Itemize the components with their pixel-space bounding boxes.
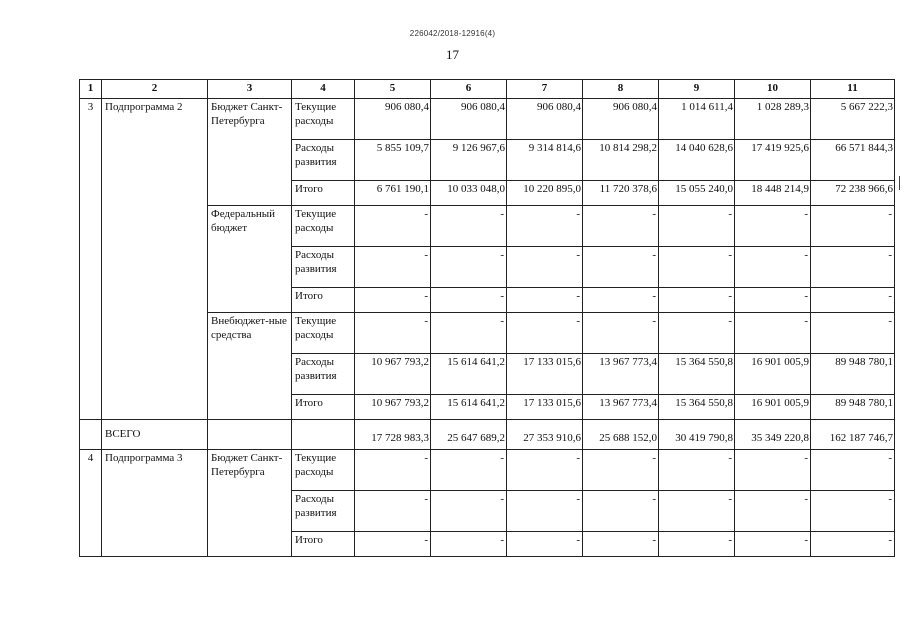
value-cell: - bbox=[355, 313, 431, 354]
value-cell: - bbox=[583, 532, 659, 557]
edge-mark bbox=[899, 176, 900, 190]
column-header: 3 bbox=[208, 80, 292, 99]
total-value: 25 688 152,0 bbox=[583, 420, 659, 450]
row-number: 3 bbox=[80, 99, 102, 420]
value-cell: 9 314 814,6 bbox=[507, 140, 583, 181]
value-cell: - bbox=[811, 313, 895, 354]
value-cell: 10 814 298,2 bbox=[583, 140, 659, 181]
value-cell: - bbox=[735, 532, 811, 557]
value-cell: 13 967 773,4 bbox=[583, 354, 659, 395]
value-cell: 5 855 109,7 bbox=[355, 140, 431, 181]
document-id: 226042/2018-12916(4) bbox=[409, 29, 496, 38]
total-value: 25 647 689,2 bbox=[431, 420, 507, 450]
value-cell: - bbox=[659, 450, 735, 491]
value-cell: 5 667 222,3 bbox=[811, 99, 895, 140]
value-cell: - bbox=[507, 450, 583, 491]
value-cell: - bbox=[659, 247, 735, 288]
expense-type: Расходы развития bbox=[292, 140, 355, 181]
column-header: 4 bbox=[292, 80, 355, 99]
value-cell: 906 080,4 bbox=[431, 99, 507, 140]
table-row bbox=[80, 450, 895, 491]
value-cell: - bbox=[811, 206, 895, 247]
value-cell: 10 967 793,2 bbox=[355, 354, 431, 395]
value-cell: - bbox=[507, 532, 583, 557]
value-cell: 10 033 048,0 bbox=[431, 181, 507, 206]
value-cell: 14 040 628,6 bbox=[659, 140, 735, 181]
value-cell: 89 948 780,1 bbox=[811, 354, 895, 395]
value-cell: 66 571 844,3 bbox=[811, 140, 895, 181]
value-cell: - bbox=[431, 450, 507, 491]
total-type-cell bbox=[292, 420, 355, 450]
column-header: 11 bbox=[811, 80, 895, 99]
total-row bbox=[80, 420, 895, 450]
value-cell: 72 238 966,6 bbox=[811, 181, 895, 206]
value-cell: 1 014 611,4 bbox=[659, 99, 735, 140]
value-cell: 17 133 015,6 bbox=[507, 354, 583, 395]
value-cell: 10 220 895,0 bbox=[507, 181, 583, 206]
total-value: 162 187 746,7 bbox=[811, 420, 895, 450]
value-cell: - bbox=[735, 491, 811, 532]
value-cell: - bbox=[735, 450, 811, 491]
total-value: 27 353 910,6 bbox=[507, 420, 583, 450]
total-source-cell bbox=[208, 420, 292, 450]
expense-type: Текущие расходы bbox=[292, 99, 355, 140]
funding-source: Бюджет Санкт-Петербурга bbox=[208, 450, 292, 557]
value-cell: 16 901 005,9 bbox=[735, 354, 811, 395]
expense-type: Расходы развития bbox=[292, 247, 355, 288]
expense-type: Текущие расходы bbox=[292, 313, 355, 354]
value-cell: - bbox=[811, 247, 895, 288]
value-cell: 15 614 641,2 bbox=[431, 354, 507, 395]
value-cell: 1 028 289,3 bbox=[735, 99, 811, 140]
value-cell: - bbox=[811, 450, 895, 491]
value-cell: 9 126 967,6 bbox=[431, 140, 507, 181]
value-cell: - bbox=[507, 247, 583, 288]
expense-type: Расходы развития bbox=[292, 491, 355, 532]
value-cell: 906 080,4 bbox=[355, 99, 431, 140]
value-cell: 10 967 793,2 bbox=[355, 395, 431, 420]
expense-type: Текущие расходы bbox=[292, 206, 355, 247]
value-cell: - bbox=[735, 288, 811, 313]
expense-type: Итого bbox=[292, 181, 355, 206]
expense-type: Итого bbox=[292, 395, 355, 420]
value-cell: - bbox=[431, 313, 507, 354]
value-cell: 18 448 214,9 bbox=[735, 181, 811, 206]
value-cell: - bbox=[735, 313, 811, 354]
value-cell: - bbox=[355, 491, 431, 532]
value-cell: - bbox=[583, 206, 659, 247]
column-header: 8 bbox=[583, 80, 659, 99]
column-header: 6 bbox=[431, 80, 507, 99]
value-cell: - bbox=[431, 288, 507, 313]
value-cell: - bbox=[583, 313, 659, 354]
value-cell: 15 364 550,8 bbox=[659, 395, 735, 420]
value-cell: 6 761 190,1 bbox=[355, 181, 431, 206]
value-cell: - bbox=[355, 450, 431, 491]
column-header: 10 bbox=[735, 80, 811, 99]
value-cell: - bbox=[507, 313, 583, 354]
column-header: 5 bbox=[355, 80, 431, 99]
value-cell: - bbox=[659, 288, 735, 313]
value-cell: - bbox=[431, 206, 507, 247]
value-cell: - bbox=[583, 288, 659, 313]
expense-type: Итого bbox=[292, 532, 355, 557]
value-cell: - bbox=[659, 313, 735, 354]
value-cell: - bbox=[507, 206, 583, 247]
expense-type: Итого bbox=[292, 288, 355, 313]
column-header: 7 bbox=[507, 80, 583, 99]
value-cell: - bbox=[811, 491, 895, 532]
value-cell: 16 901 005,9 bbox=[735, 395, 811, 420]
value-cell: - bbox=[659, 206, 735, 247]
expense-type: Расходы развития bbox=[292, 354, 355, 395]
value-cell: 17 419 925,6 bbox=[735, 140, 811, 181]
value-cell: - bbox=[355, 532, 431, 557]
value-cell: 15 364 550,8 bbox=[659, 354, 735, 395]
value-cell: - bbox=[507, 491, 583, 532]
program-name: Подпрограмма 2 bbox=[102, 99, 208, 420]
funding-source: Федеральный бюджет bbox=[208, 206, 292, 313]
total-number-cell bbox=[80, 420, 102, 450]
value-cell: - bbox=[811, 532, 895, 557]
value-cell: - bbox=[355, 206, 431, 247]
value-cell: 89 948 780,1 bbox=[811, 395, 895, 420]
value-cell: - bbox=[659, 491, 735, 532]
value-cell: 906 080,4 bbox=[583, 99, 659, 140]
total-value: 17 728 983,3 bbox=[355, 420, 431, 450]
table-row bbox=[80, 99, 895, 140]
expense-type: Текущие расходы bbox=[292, 450, 355, 491]
value-cell: - bbox=[355, 288, 431, 313]
value-cell: - bbox=[431, 532, 507, 557]
funding-source: Бюджет Санкт-Петербурга bbox=[208, 99, 292, 206]
row-number: 4 bbox=[80, 450, 102, 557]
value-cell: - bbox=[355, 247, 431, 288]
page-number: 17 bbox=[446, 47, 459, 62]
column-header: 1 bbox=[80, 80, 102, 99]
value-cell: - bbox=[583, 450, 659, 491]
value-cell: - bbox=[735, 206, 811, 247]
value-cell: 15 614 641,2 bbox=[431, 395, 507, 420]
total-label: ВСЕГО bbox=[102, 420, 208, 450]
value-cell: - bbox=[659, 532, 735, 557]
program-name: Подпрограмма 3 bbox=[102, 450, 208, 557]
total-value: 35 349 220,8 bbox=[735, 420, 811, 450]
value-cell: - bbox=[507, 288, 583, 313]
value-cell: 17 133 015,6 bbox=[507, 395, 583, 420]
column-header: 9 bbox=[659, 80, 735, 99]
value-cell: 11 720 378,6 bbox=[583, 181, 659, 206]
total-value: 30 419 790,8 bbox=[659, 420, 735, 450]
value-cell: - bbox=[431, 247, 507, 288]
budget-table bbox=[79, 79, 895, 557]
value-cell: 906 080,4 bbox=[507, 99, 583, 140]
column-number-row bbox=[80, 80, 895, 99]
value-cell: - bbox=[735, 247, 811, 288]
value-cell: - bbox=[431, 491, 507, 532]
column-header: 2 bbox=[102, 80, 208, 99]
value-cell: 15 055 240,0 bbox=[659, 181, 735, 206]
value-cell: - bbox=[811, 288, 895, 313]
value-cell: 13 967 773,4 bbox=[583, 395, 659, 420]
value-cell: - bbox=[583, 491, 659, 532]
value-cell: - bbox=[583, 247, 659, 288]
funding-source: Внебюджет-ные средства bbox=[208, 313, 292, 420]
